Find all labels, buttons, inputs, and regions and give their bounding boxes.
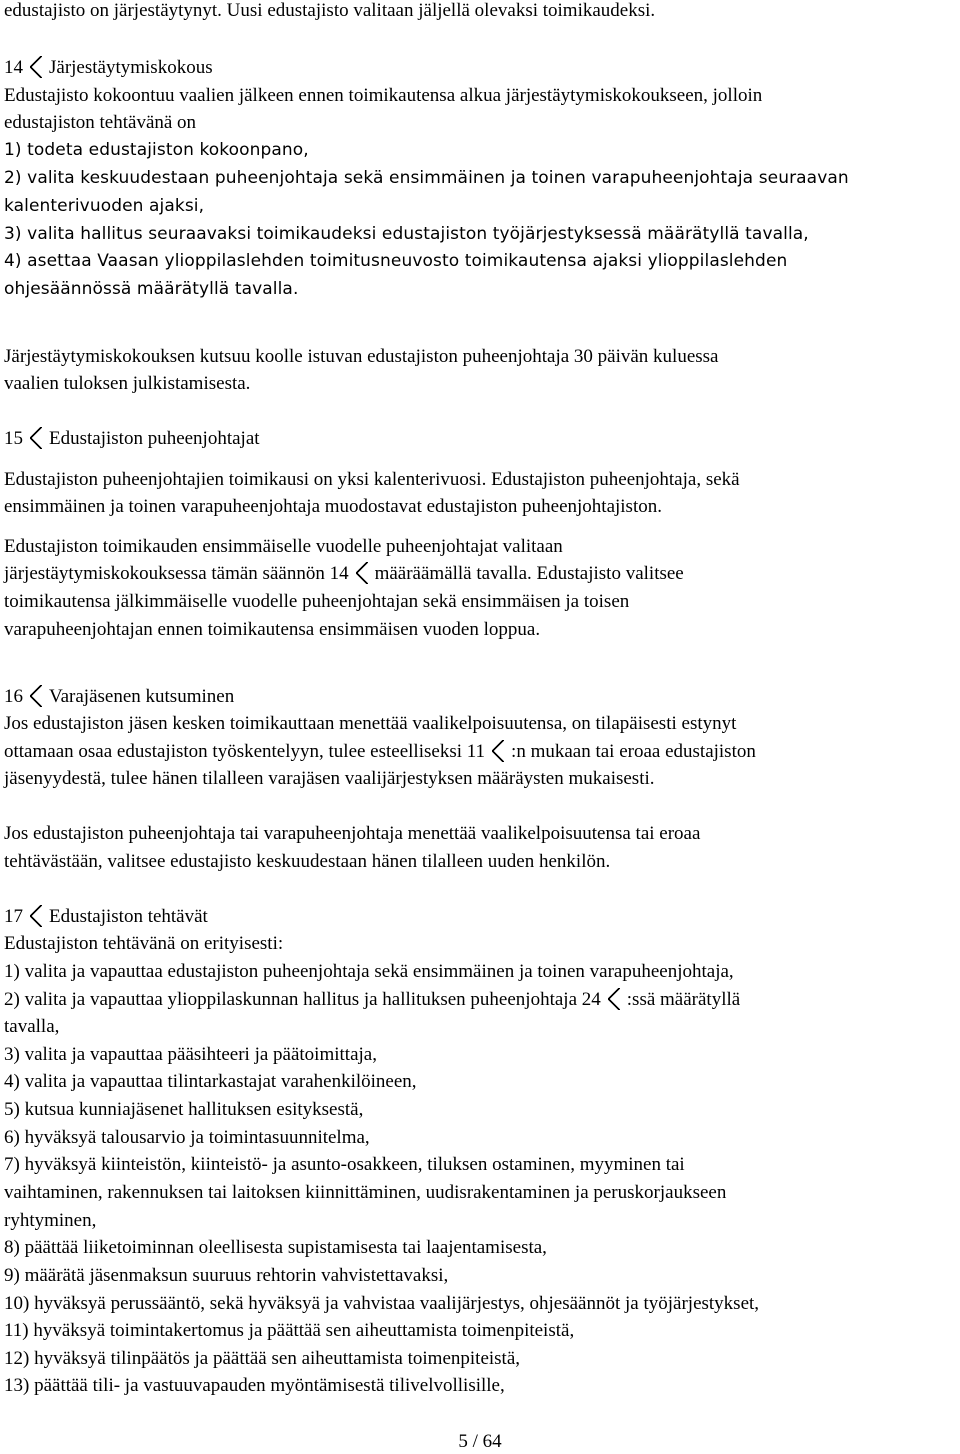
text-line: Jos edustajiston puheenjohtaja tai varapuheenjohtaja menettää vaalikelpoisuutensa tai eroaa	[4, 823, 701, 844]
list-item	[4, 986, 740, 1013]
section-17-heading	[4, 903, 208, 930]
text-line: Jos edustajiston jäsen kesken toimikauttaan menettää vaalikelpoisuutensa, on tilapäisesti estynyt	[4, 713, 737, 734]
section-title: Edustajiston puheenjohtajat	[49, 428, 260, 449]
list-item: 4) valita ja vapauttaa tilintarkastajat varahenkilöineen,	[4, 1071, 417, 1092]
list-item: 4) asettaa Vaasan ylioppilaslehden toimitusneuvosto toimikautensa ajaksi ylioppilaslehden	[4, 251, 788, 271]
text-line: Järjestäytymiskokouksen kutsuu koolle istuvan edustajiston puheenjohtaja 30 päivän kuluessa	[4, 346, 719, 367]
text-fragment: 2) valita ja vapauttaa ylioppilaskunnan hallitus ja hallituksen puheenjohtaja 24	[4, 989, 601, 1010]
section-sign-icon	[23, 54, 49, 81]
list-item: 11) hyväksyä toimintakertomus ja päättää sen aiheuttamista toimenpiteistä,	[4, 1320, 575, 1341]
text-line	[4, 738, 756, 765]
section-number: 14	[4, 57, 23, 78]
section-15-heading	[4, 425, 260, 452]
list-item: 8) päättää liiketoiminnan oleellisesta supistamisesta tai laajentamisesta,	[4, 1237, 547, 1258]
text-line: vaalien tuloksen julkistamisesta.	[4, 373, 251, 394]
text-line	[4, 560, 684, 587]
section-sign-icon	[485, 738, 511, 765]
text-line: toimikautensa jälkimmäiselle vuodelle puheenjohtajan sekä ensimmäisen ja toisen	[4, 591, 630, 612]
text-line: Edustajiston toimikauden ensimmäiselle vuodelle puheenjohtajat valitaan	[4, 536, 563, 557]
text-fragment: ottamaan osaa edustajiston työskentelyyn, tulee esteelliseksi 11	[4, 741, 486, 762]
section-number: 16	[4, 686, 23, 707]
section-sign-icon	[601, 986, 627, 1013]
page-number: 5 / 64	[458, 1431, 502, 1452]
list-item: 3) valita ja vapauttaa pääsihteeri ja päätoimittaja,	[4, 1044, 377, 1065]
section-number: 17	[4, 906, 23, 927]
list-item: 2) valita keskuudestaan puheenjohtaja sekä ensimmäinen ja toinen varapuheenjohtaja seuraavan	[4, 168, 849, 188]
text-fragment: järjestäytymiskokouksessa tämän säännön 14	[4, 563, 349, 584]
list-item: 1) todeta edustajiston kokoonpano,	[4, 140, 309, 160]
text-line: Edustajiston puheenjohtajien toimikausi on yksi kalenterivuosi. Edustajiston puheenjohtaja, sekä	[4, 469, 740, 490]
section-14-heading	[4, 54, 213, 81]
list-item: 10) hyväksyä perussääntö, sekä hyväksyä ja vahvistaa vaalijärjestys, ohjesäännöt ja työjärjestykset,	[4, 1293, 760, 1314]
section-sign-icon	[23, 683, 49, 710]
text-fragment: :n mukaan tai eroaa edustajiston	[511, 741, 756, 762]
text-line: jäsenyydestä, tulee hänen tilalleen varajäsen vaalijärjestyksen määräysten mukaisesti.	[4, 768, 655, 789]
list-item: 6) hyväksyä talousarvio ja toimintasuunnitelma,	[4, 1127, 370, 1148]
list-item: 9) määrätä jäsenmaksun suuruus rehtorin vahvistettavaksi,	[4, 1265, 449, 1286]
section-16-heading	[4, 683, 234, 710]
section-number: 15	[4, 428, 23, 449]
list-item: 13) päättää tili- ja vastuuvapauden myöntämisestä tilivelvollisille,	[4, 1375, 505, 1396]
text-fragment: määräämällä tavalla. Edustajisto valitsee	[374, 563, 684, 584]
list-item: 3) valita hallitus seuraavaksi toimikaudeksi edustajiston työjärjestyksessä määrätyllä tavalla,	[4, 224, 809, 244]
list-item: 12) hyväksyä tilinpäätös ja päättää sen aiheuttamista toimenpiteistä,	[4, 1348, 521, 1369]
section-sign-icon	[23, 903, 49, 930]
section-title: Järjestäytymiskokous	[49, 57, 213, 78]
list-item: 7) hyväksyä kiinteistön, kiinteistö- ja asunto-osakkeen, tiluksen ostaminen, myyminen tai	[4, 1154, 685, 1175]
list-item: ryhtyminen,	[4, 1210, 97, 1231]
list-item: kalenterivuoden ajaksi,	[4, 196, 205, 216]
text-line: Edustajiston tehtävänä on erityisesti:	[4, 933, 284, 954]
text-line: varapuheenjohtajan ennen toimikautensa ensimmäisen vuoden loppua.	[4, 619, 541, 640]
section-sign-icon	[23, 425, 49, 452]
text-line: Edustajisto kokoontuu vaalien jälkeen ennen toimikautensa alkua järjestäytymiskokoukseen, jolloin	[4, 85, 763, 106]
section-title: Varajäsenen kutsuminen	[49, 686, 235, 707]
list-item: 1) valita ja vapauttaa edustajiston puheenjohtaja sekä ensimmäinen ja toinen varapuheenjohtaja,	[4, 961, 734, 982]
text-line: tehtävästään, valitsee edustajisto keskuudestaan hänen tilalleen uuden henkilön.	[4, 851, 611, 872]
text-line: edustajiston tehtävänä on	[4, 112, 197, 133]
list-item: vaihtaminen, rakennuksen tai laitoksen kiinnittäminen, uudisrakentaminen ja peruskorjaukseen	[4, 1182, 727, 1203]
section-title: Edustajiston tehtävät	[49, 906, 208, 927]
list-item: 5) kutsua kunniajäsenet hallituksen esityksestä,	[4, 1099, 364, 1120]
text-line: edustajisto on järjestäytynyt. Uusi edustajisto valitaan jäljellä olevaksi toimikaudeksi.	[4, 0, 656, 21]
text-line: ensimmäinen ja toinen varapuheenjohtaja muodostavat edustajiston puheenjohtajiston.	[4, 496, 662, 517]
section-sign-icon	[349, 560, 375, 587]
list-item: ohjesäännössä määrätyllä tavalla.	[4, 279, 299, 299]
text-fragment: :ssä määrätyllä	[626, 989, 741, 1010]
list-item: tavalla,	[4, 1016, 60, 1037]
